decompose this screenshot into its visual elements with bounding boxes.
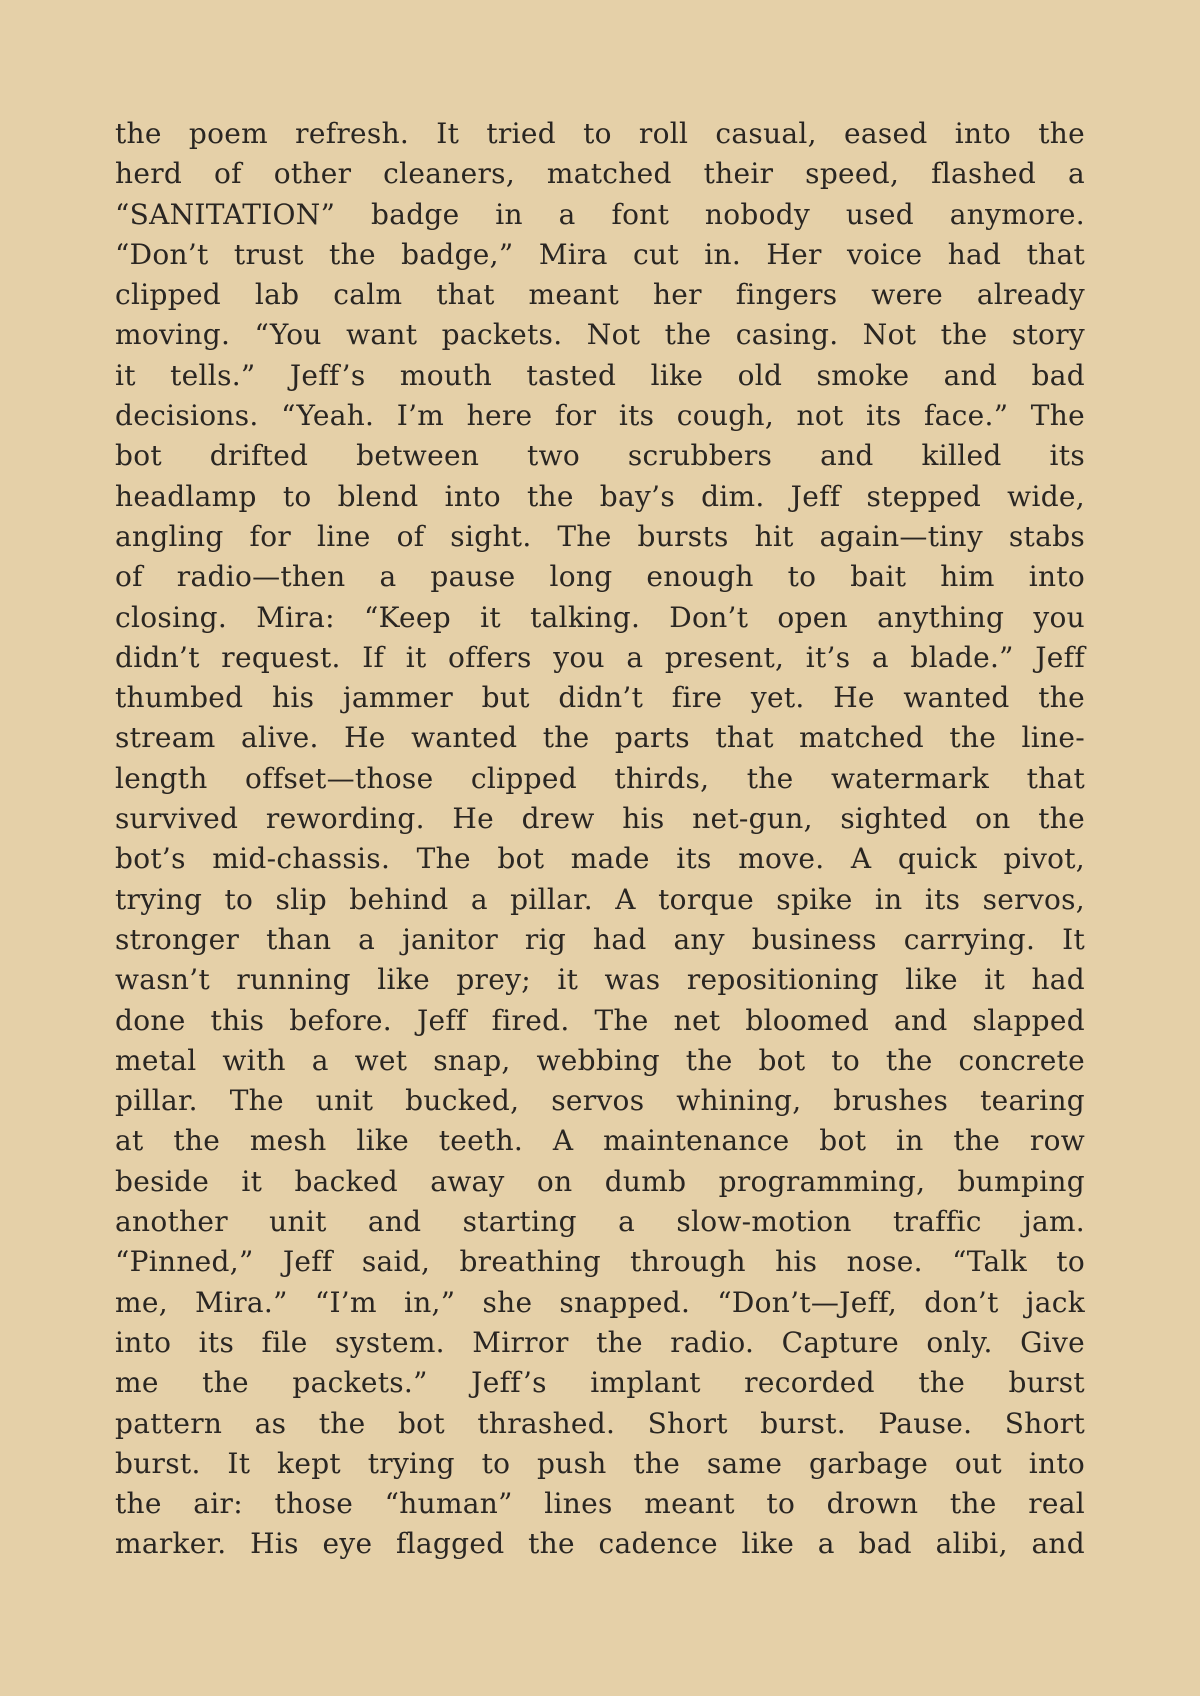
text-line: marker. His eye flagged the cadence like a bad alibi, and xyxy=(115,1527,1085,1561)
body-text xyxy=(115,114,1085,1565)
text-line: it tells.” Jeff’s mouth tasted like old smoke and bad xyxy=(115,358,1085,392)
text-line: “Don’t trust the badge,” Mira cut in. Her voice had that xyxy=(115,237,1085,271)
text-line: stream alive. He wanted the parts that matched the line- xyxy=(115,721,1085,755)
text-line: another unit and starting a slow-motion traffic jam. xyxy=(115,1205,1085,1239)
text-line: of radio—then a pause long enough to bait him into xyxy=(115,560,1085,594)
text-line: moving. “You want packets. Not the casing. Not the story xyxy=(115,318,1085,352)
text-line: angling for line of sight. The bursts hit again—tiny stabs xyxy=(115,519,1085,553)
text-line: into its file system. Mirror the radio. Capture only. Give xyxy=(115,1325,1085,1359)
text-line: clipped lab calm that meant her fingers were already xyxy=(115,278,1085,312)
text-line: me the packets.” Jeff’s implant recorded the burst xyxy=(115,1366,1085,1400)
text-line: wasn’t running like prey; it was repositioning like it had xyxy=(115,963,1085,997)
text-line: bot drifted between two scrubbers and killed its xyxy=(115,439,1085,473)
text-line: didn’t request. If it offers you a present, it’s a blade.” Jeff xyxy=(115,640,1085,674)
text-line: survived rewording. He drew his net-gun, sighted on the xyxy=(115,802,1085,836)
text-line: beside it backed away on dumb programming, bumping xyxy=(115,1164,1085,1198)
text-line: closing. Mira: “Keep it talking. Don’t open anything you xyxy=(115,600,1085,634)
text-line: bot’s mid-chassis. The bot made its move. A quick pivot, xyxy=(115,842,1085,876)
text-line: “SANITATION” badge in a font nobody used anymore. xyxy=(115,197,1085,231)
text-line: “Pinned,” Jeff said, breathing through his nose. “Talk to xyxy=(115,1245,1085,1279)
text-line: the air: those “human” lines meant to drown the real xyxy=(115,1487,1085,1521)
text-line: decisions. “Yeah. I’m here for its cough, not its face.” The xyxy=(115,399,1085,433)
text-line: thumbed his jammer but didn’t fire yet. He wanted the xyxy=(115,681,1085,715)
text-line: headlamp to blend into the bay’s dim. Jeff stepped wide, xyxy=(115,479,1085,513)
text-line: pattern as the bot thrashed. Short burst. Pause. Short xyxy=(115,1406,1085,1440)
text-line: length offset—those clipped thirds, the watermark that xyxy=(115,761,1085,795)
text-line: done this before. Jeff fired. The net bloomed and slapped xyxy=(115,1003,1085,1037)
text-line: at the mesh like teeth. A maintenance bot in the row xyxy=(115,1124,1085,1158)
text-line: the poem refresh. It tried to roll casual, eased into the xyxy=(115,117,1085,150)
text-line: herd of other cleaners, matched their speed, flashed a xyxy=(115,157,1085,191)
text-line: metal with a wet snap, webbing the bot to the concrete xyxy=(115,1043,1085,1077)
text-line: pillar. The unit bucked, servos whining, brushes tearing xyxy=(115,1084,1085,1118)
text-line: stronger than a janitor rig had any business carrying. It xyxy=(115,922,1085,956)
text-line: me, Mira.” “I’m in,” she snapped. “Don’t—Jeff, don’t jack xyxy=(115,1285,1085,1319)
text-line: trying to slip behind a pillar. A torque spike in its servos, xyxy=(115,882,1085,916)
text-line: burst. It kept trying to push the same garbage out into xyxy=(115,1446,1085,1480)
